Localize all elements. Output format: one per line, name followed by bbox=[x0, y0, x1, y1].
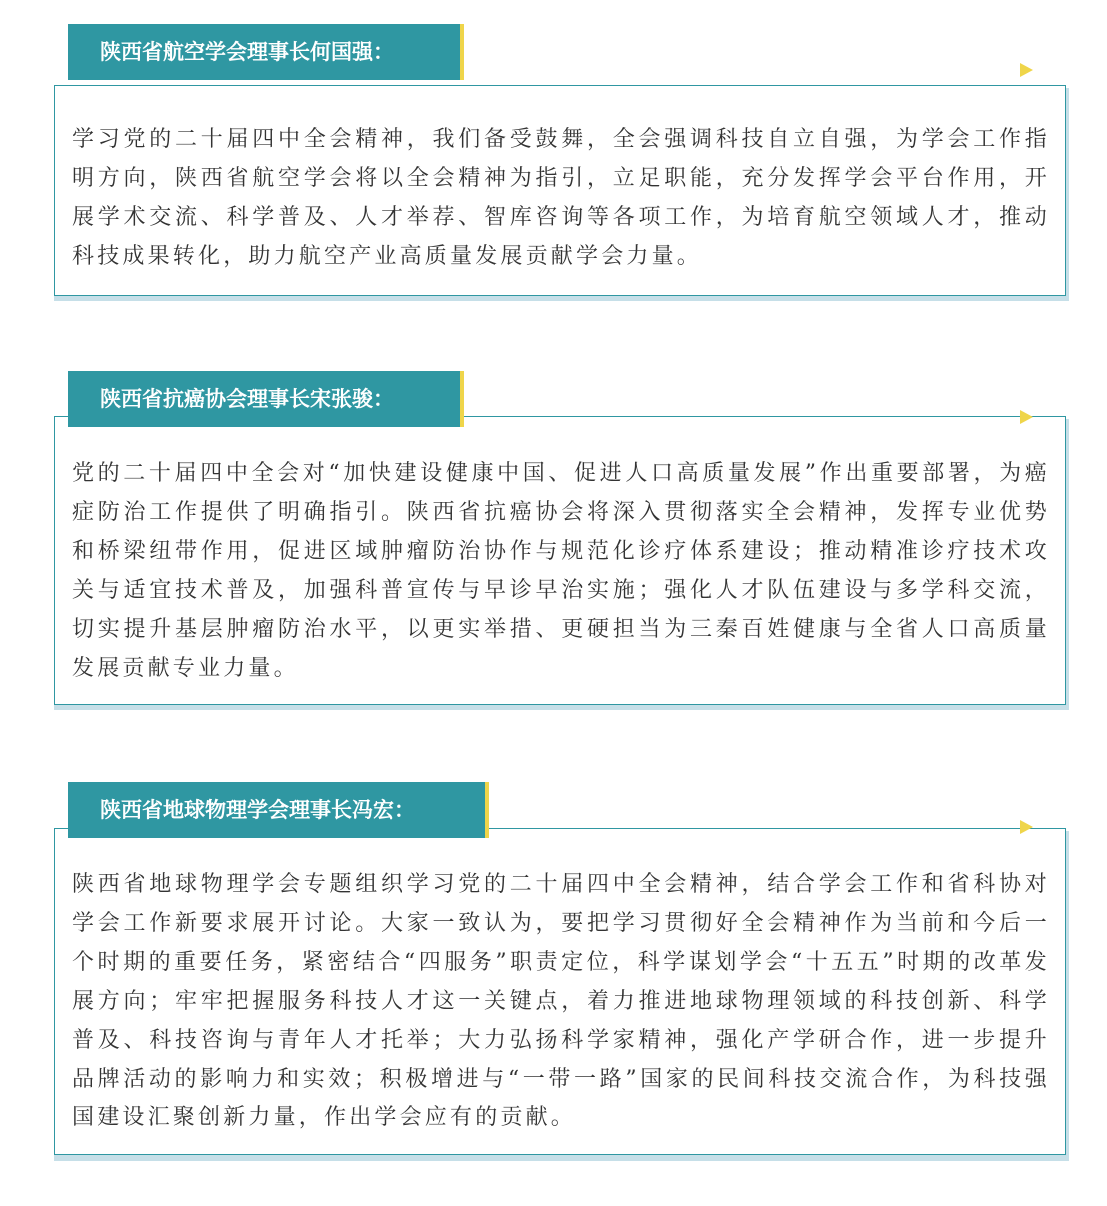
statement-box bbox=[54, 85, 1066, 296]
section-title: 陕西省抗癌协会理事长宋张骏： bbox=[68, 371, 464, 427]
section-title: 陕西省地球物理学会理事长冯宏： bbox=[68, 782, 489, 838]
section-title: 陕西省航空学会理事长何国强： bbox=[68, 24, 464, 80]
triangle-arrow-icon bbox=[1020, 63, 1033, 77]
triangle-arrow-icon bbox=[1020, 820, 1033, 834]
statement-box bbox=[54, 828, 1066, 1155]
statement-text: 党的二十届四中全会对“加快建设健康中国、促进人口高质量发展”作出重要部署，为癌症防治工作提供了明确指引。陕西省抗癌协会将深入贯彻落实全会精神，发挥专业优势和桥梁纽带作用，促进区域肿瘤防治协作与规范化诊疗体系建设；推动精准诊疗技术攻关与适宜技术普及，加强科普宣传与早诊早治实施；强化人才队伍建设与多学科交流，切实提升基层肿瘤防治水平，以更实举措、更硬担当为三秦百姓健康与全省人口高质量发展贡献专业力量。 bbox=[72, 461, 1050, 681]
triangle-arrow-icon bbox=[1020, 410, 1033, 424]
statement-text: 陕西省地球物理学会专题组织学习党的二十届四中全会精神，结合学会工作和省科协对学会工作新要求展开讨论。大家一致认为，要把学习贯彻好全会精神作为当前和今后一个时期的重要任务，紧密结合“四服务”职责定位，科学谋划学会“十五五”时期的改革发展方向；牢牢把握服务科技人才这一关键点，着力推进地球物理领域的科技创新、科学普及、科技咨询与青年人才托举；大力弘扬科学家精神，强化产学研合作，进一步提升品牌活动的影响力和实效；积极增进与“一带一路”国家的民间科技交流合作，为科技强国建设汇聚创新力量，作出学会应有的贡献。 bbox=[72, 872, 1050, 1131]
statement-text: 学习党的二十届四中全会精神，我们备受鼓舞，全会强调科技自立自强，为学会工作指明方向，陕西省航空学会将以全会精神为指引，立足职能，充分发挥学会平台作用，开展学术交流、科学普及、人才举荐、智库咨询等各项工作，为培育航空领域人才，推动科技成果转化，助力航空产业高质量发展贡献学会力量。 bbox=[72, 127, 1050, 269]
statement-box bbox=[54, 416, 1066, 705]
